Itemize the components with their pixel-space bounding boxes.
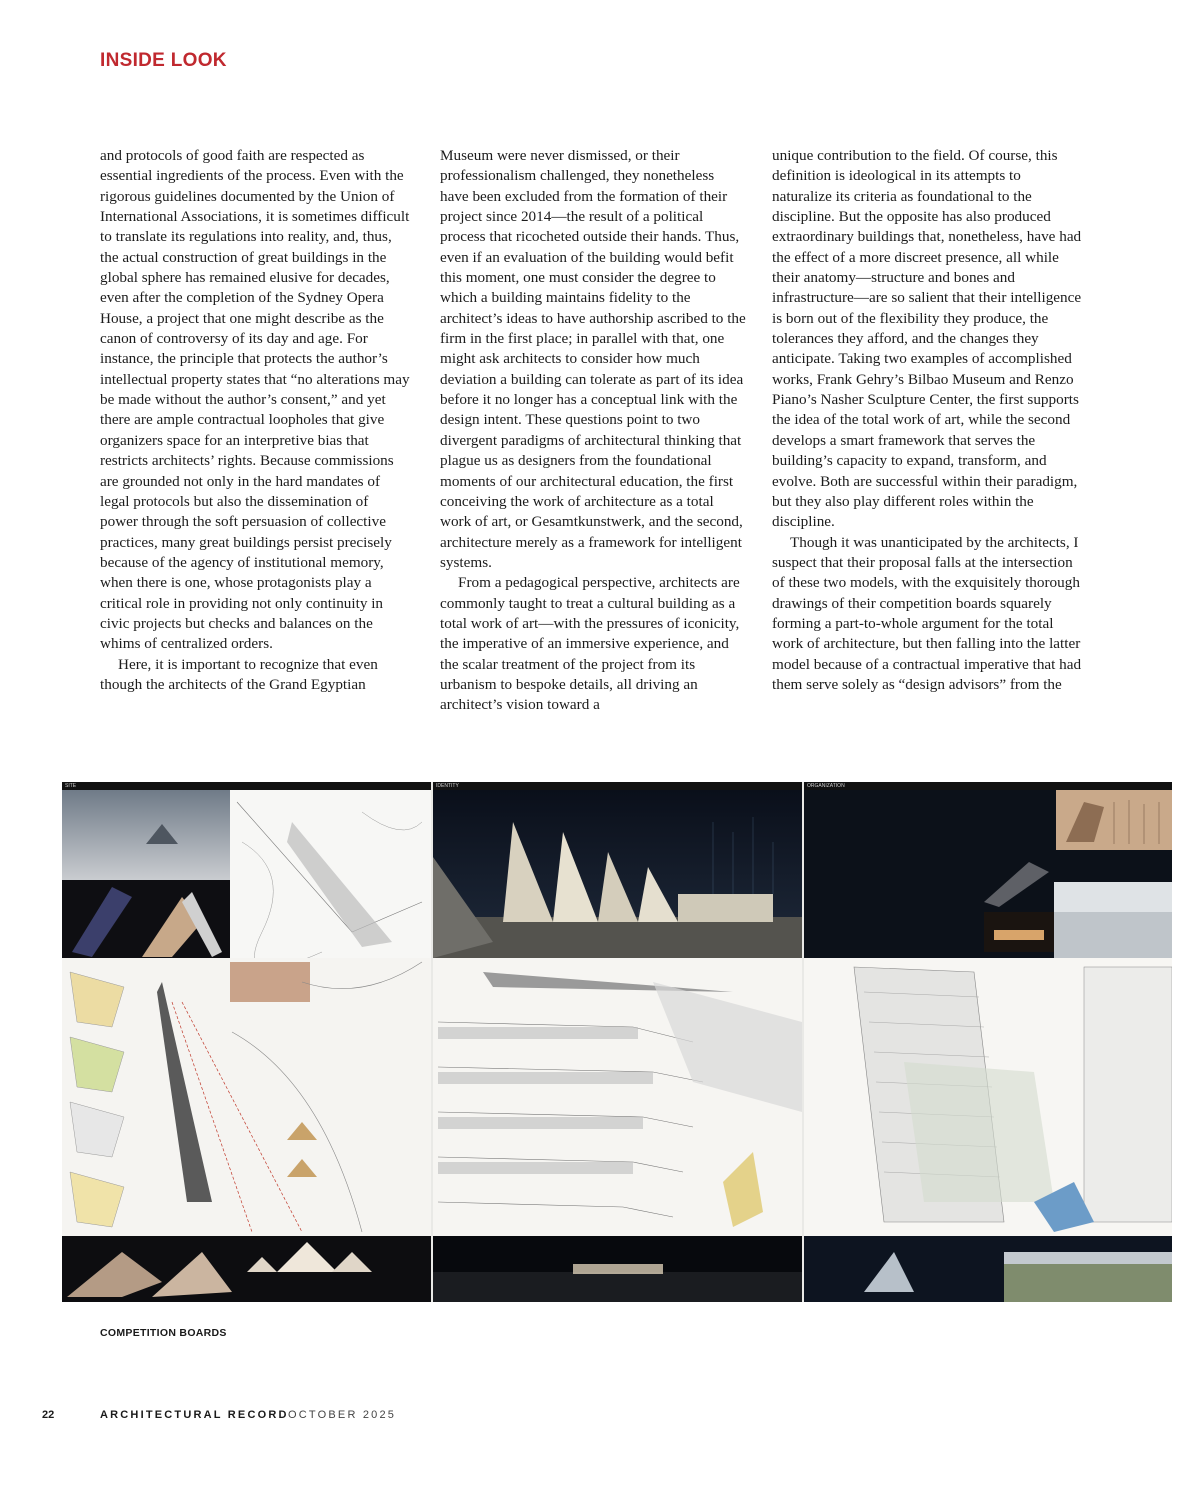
identity-board-drawing	[433, 782, 802, 1302]
page-number: 22	[42, 1409, 55, 1421]
site-board-drawing	[62, 782, 431, 1302]
text-column-2	[440, 146, 746, 716]
paragraph: From a pedagogical perspective, architects are commonly taught to treat a cultural building as a total work of art—with the pressures of iconicity, the imperative of an immersive experience, and the scalar treatment of the project from its urbanism to bespoke details, all driving an architect’s vision toward a	[440, 574, 740, 714]
page-footer	[0, 1465, 1200, 1485]
paragraph: and protocols of good faith are respected as essential ingredients of the process. Even with the rigorous guidelines documented by the Union of International Associations, it is sometimes difficult to translate its regulations into reality, and, thus, the actual construction of great buildings in the global sphere has remained elusive for decades, even after the completion of the Sydney Opera House, a project that one might describe as the canon of controversy of its day and age. For instance, the principle that protects the author’s intellectual property states that “no alterations may be made without the author’s consent,” and yet there are ample contractual loopholes that give organizers space for an interpretive bias that restricts architects’ rights. Because commissions are grounded not only in the hard mandates of legal protocols but also the dissemination of power through the soft persuasion of collective practices, many great buildings persist precisely because of the agency of institutional memory, when there is one, whose protagonists play a critical role in providing not only continuity in civic projects but checks and balances on the whims of centralized orders.	[100, 147, 410, 653]
competition-boards-figure	[62, 782, 1172, 1302]
paragraph: Though it was unanticipated by the architects, I suspect that their proposal falls at the intersection of these two models, with the exquisitely thorough drawings of their competition boards squarely forming a part-to-whole argument for the total work of architecture, but then falling into the latter model because of a contractual imperative that had them serve solely as “design advisors” from the	[772, 533, 1082, 693]
magazine-name: ARCHITECTURAL RECORD	[100, 1409, 289, 1421]
board-label: SITE	[62, 782, 431, 790]
site-board	[62, 782, 431, 1302]
identity-board	[433, 782, 802, 1302]
organization-board	[804, 782, 1172, 1302]
text-column-3	[772, 146, 1082, 695]
text-column-1	[100, 146, 410, 695]
board-label: IDENTITY	[433, 782, 802, 790]
figure-caption: COMPETITION BOARDS	[100, 1327, 227, 1339]
board-label: ORGANIZATION	[804, 782, 1172, 790]
section-label: INSIDE LOOK	[100, 50, 227, 71]
paragraph: unique contribution to the field. Of course, this definition is ideological in its attempts to naturalize its criteria as foundational to the discipline. But the opposite has also produced extraordinary buildings that, nonetheless, have had the effect of a more discreet presence, all while their anatomy—structure and bones and infrastructure—are so salient that their intelligence is born out of the flexibility they produce, the tolerances they afford, and the changes they anticipate. Taking two examples of accomplished works, Frank Gehry’s Bilbao Museum and Renzo Piano’s Nasher Sculpture Center, the first supports the idea of the total work of art, while the second develops a smart framework that serves the building’s capacity to expand, transform, and evolve. Both are successful within their paradigm, but they also play different roles within the discipline.	[772, 147, 1082, 531]
paragraph: Museum were never dismissed, or their professionalism challenged, they nonetheless have been excluded from the formation of their project since 2014—the result of a political process that ricocheted outside their hands. Thus, even if an evaluation of the building would befit this moment, one must consider the degree to which a building maintains fidelity to the architect’s ideas to have authorship ascribed to the firm in the first place; in parallel with that, one might ask architects to consider how much deviation a building can tolerate as part of its idea before it no longer has a conceptual link with the design intent. These questions point to two divergent paradigms of architectural thinking that plague us as designers from the foundational moments of our architectural education, the first conceiving the work of architecture as a total work of art, or Gesamtkunstwerk, and the second, architecture merely as a framework for intelligent systems.	[440, 147, 746, 571]
organization-board-drawing	[804, 782, 1172, 1302]
paragraph: Here, it is important to recognize that even though the architects of the Grand Egyptian	[100, 655, 378, 693]
issue-date: OCTOBER 2025	[288, 1409, 397, 1421]
